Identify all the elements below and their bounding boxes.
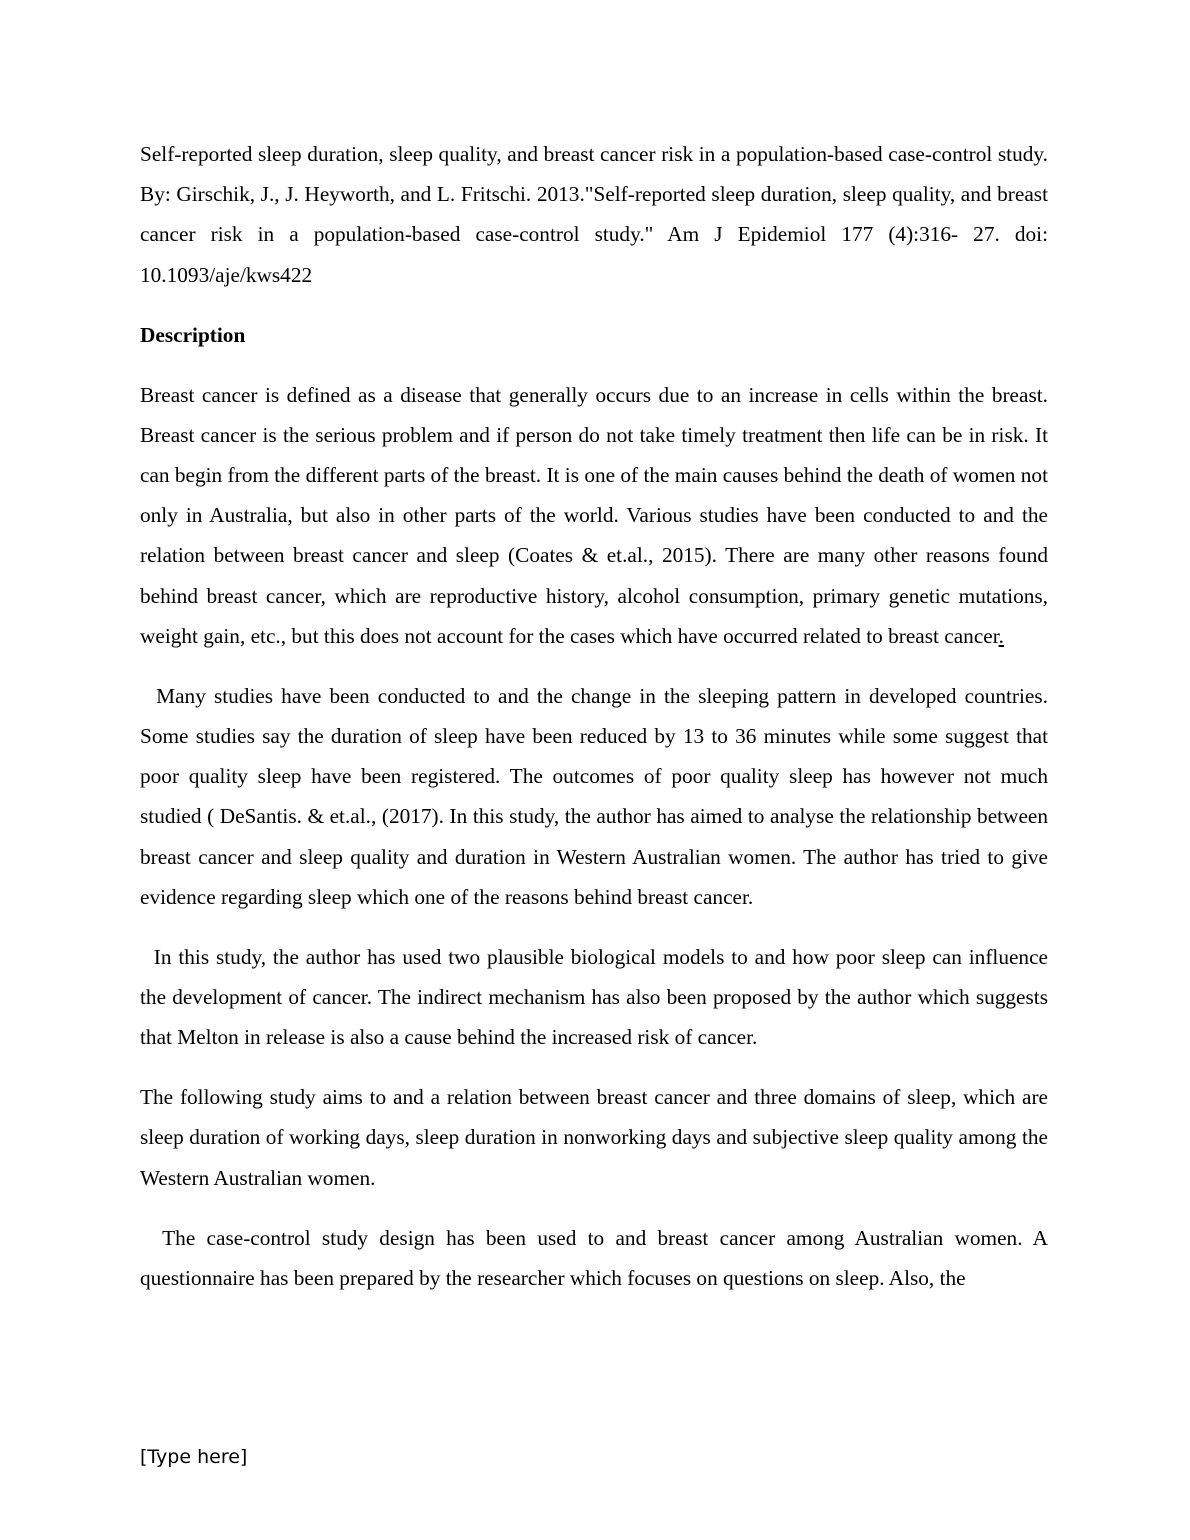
body-paragraph-3: In this study, the author has used two plausible biological models to and how poor sleep can influence the development of cancer. The indirect mechanism has also been proposed by the author which suggests that Melton in release is also a cause behind the increased risk of cancer. (140, 944, 1048, 1050)
body-paragraph-4: The following study aims to and a relation between breast cancer and three domains of sleep, which are sleep duration of working days, sleep duration in nonworking days and subjective sleep quality among the Western Australian women. (140, 1085, 1048, 1190)
citation-paragraph: Self-reported sleep duration, sleep quality, and breast cancer risk in a population-based case-control study. By: Girschik, J., J. Heyworth, and L. Fritschi. 2013."Self-reported sleep duration, sleep quality, and breast cancer risk in a population-based case-control study." Am J Epidemiol 177 (4):316- 27. doi: 10.1093/aje/kws422 (140, 142, 1048, 287)
body-paragraph-1-text: Breast cancer is defined as a disease that generally occurs due to an increase in cells within the breast. Breast cancer is the serious problem and if person do not take timely treatment then life can be in risk. It can begin from the different parts of the breast. It is one of the main causes behind the death of women not only in Australia, but also in other parts of the world. Various studies have been conducted to and the relation between breast cancer and sleep (Coates & et.al., 2015). There are many other reasons found behind breast cancer, which are reproductive history, alcohol consumption, primary genetic mutations, weight gain, etc., but this does not account for the cases which have occurred related to breast cancer (140, 382, 1048, 648)
body-paragraph-1-end: . (998, 623, 1004, 648)
body-paragraph-2: Many studies have been conducted to and the change in the sleeping pattern in developed countries. Some studies say the duration of sleep have been reduced by 13 to 36 minutes while some suggest that poor quality sleep have been registered. The outcomes of poor quality sleep has however not much studied ( DeSantis. & et.al., (2017). In this study, the author has aimed to analyse the relationship between breast cancer and sleep quality and duration in Western Australian women. The author has tried to give evidence regarding sleep which one of the reasons behind breast cancer. (140, 683, 1048, 909)
page-footer[interactable]: [Type here] (140, 1446, 248, 1468)
document-body (140, 134, 1048, 1318)
body-paragraph-1 (140, 375, 1048, 656)
section-heading: Description (140, 322, 246, 347)
body-paragraph-5: The case-control study design has been used to and breast cancer among Australian women. A questionnaire has been prepared by the researcher which focuses on questions on sleep. Also, the (140, 1225, 1048, 1290)
